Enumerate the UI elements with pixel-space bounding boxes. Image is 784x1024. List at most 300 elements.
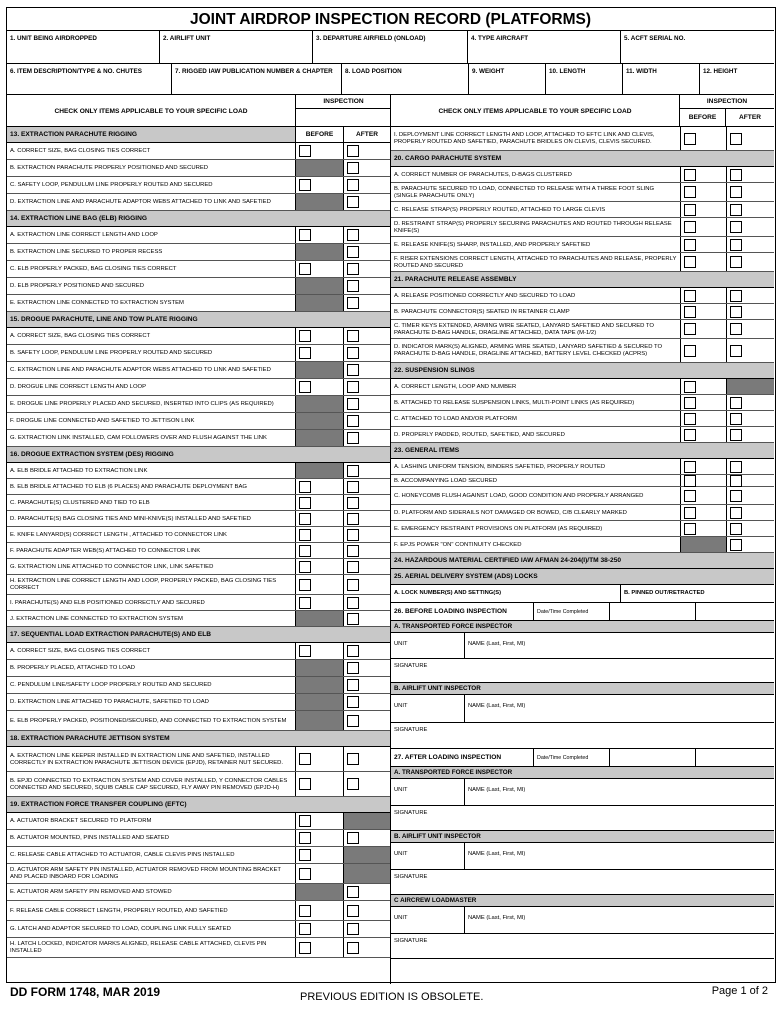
before-box[interactable] — [295, 543, 343, 558]
after-box[interactable] — [726, 427, 774, 442]
before-box[interactable] — [680, 167, 726, 182]
before-box[interactable] — [680, 253, 726, 271]
after-checkbox[interactable] — [730, 490, 742, 502]
before-label: BEFORE — [680, 109, 726, 127]
before-checkbox[interactable] — [299, 545, 311, 557]
after-box[interactable] — [343, 921, 390, 937]
after-checkbox[interactable] — [347, 381, 359, 393]
after-checkbox[interactable] — [347, 561, 359, 573]
checklist-item — [7, 901, 390, 921]
before-checkbox[interactable] — [684, 397, 696, 409]
before-box[interactable] — [295, 227, 343, 243]
before-box[interactable] — [680, 505, 726, 520]
item-text-content: E. RELEASE KNIFE(S) SHARP, INSTALLED, AND PROPERLY SAFETIED — [394, 241, 591, 248]
section-header: 14. EXTRACTION LINE BAG (ELB) RIGGING — [7, 211, 390, 227]
after-checkbox[interactable] — [347, 613, 359, 625]
after-checkbox[interactable] — [347, 529, 359, 541]
before-checkbox[interactable] — [684, 507, 696, 519]
after-checkbox[interactable] — [730, 169, 742, 181]
after-checkbox[interactable] — [347, 347, 359, 359]
divider — [464, 779, 465, 805]
before-box[interactable] — [295, 643, 343, 659]
section-label: 13. EXTRACTION PARACHUTE RIGGING — [10, 131, 138, 138]
after-box[interactable] — [343, 396, 390, 412]
before-box[interactable] — [295, 495, 343, 510]
after-box[interactable] — [343, 677, 390, 693]
before-box[interactable] — [295, 261, 343, 277]
signature-field[interactable]: SIGNATURE — [394, 663, 428, 669]
before-checkbox[interactable] — [684, 290, 696, 302]
before-checkbox[interactable] — [299, 778, 311, 790]
before-box[interactable] — [295, 345, 343, 361]
after-checkbox[interactable] — [347, 481, 359, 493]
after-checkbox[interactable] — [347, 715, 359, 727]
before-checkbox[interactable] — [684, 186, 696, 198]
header-field-10[interactable]: 10. LENGTH — [546, 64, 623, 94]
header-field-4[interactable]: 4. TYPE AIRCRAFT — [468, 31, 621, 63]
after-box[interactable] — [726, 167, 774, 182]
unit-field[interactable]: UNIT — [394, 915, 408, 921]
ads-pinned-field[interactable]: B. PINNED OUT/RETRACTED — [624, 590, 705, 596]
before-checkbox[interactable] — [299, 868, 311, 880]
after-box[interactable] — [343, 660, 390, 676]
after-box[interactable] — [726, 339, 774, 362]
left-column — [7, 95, 391, 984]
before-checkbox[interactable] — [299, 597, 311, 609]
before-box[interactable] — [680, 320, 726, 338]
after-checkbox[interactable] — [730, 429, 742, 441]
checklist-item — [391, 379, 774, 395]
before-box[interactable] — [680, 237, 726, 252]
checklist-item — [7, 559, 390, 575]
before-checkbox[interactable] — [684, 429, 696, 441]
before-box[interactable] — [295, 864, 343, 883]
item-text — [391, 167, 680, 182]
after-box[interactable] — [343, 527, 390, 542]
item-text-content: B. EXTRACTION PARACHUTE PROPERLY POSITIONED AND SECURED — [10, 165, 209, 172]
before-checkbox[interactable] — [684, 345, 696, 357]
after-box[interactable] — [343, 611, 390, 626]
item-text — [7, 611, 295, 626]
after-box[interactable] — [343, 328, 390, 344]
after-box[interactable] — [343, 479, 390, 494]
before-box[interactable] — [295, 747, 343, 771]
after-box[interactable] — [726, 202, 774, 217]
after-box[interactable] — [343, 938, 390, 957]
after-checkbox[interactable] — [730, 413, 742, 425]
after-checkbox[interactable] — [730, 345, 742, 357]
item-text — [7, 660, 295, 676]
before-checkbox[interactable] — [684, 239, 696, 251]
after-box[interactable] — [343, 295, 390, 311]
after-box[interactable] — [343, 244, 390, 260]
after-checkbox[interactable] — [347, 513, 359, 525]
left-rows — [7, 127, 390, 958]
after-checkbox[interactable] — [730, 204, 742, 216]
after-checkbox[interactable] — [347, 415, 359, 427]
after-checkbox[interactable] — [347, 886, 359, 898]
date-time-field-2[interactable] — [696, 749, 774, 766]
after-box[interactable] — [726, 218, 774, 236]
before-checkbox[interactable] — [684, 413, 696, 425]
before-box[interactable] — [295, 921, 343, 937]
name-field[interactable]: NAME (Last, First, MI) — [468, 915, 526, 921]
after-checkbox[interactable] — [730, 523, 742, 535]
checklist-item — [7, 643, 390, 660]
before-checkbox[interactable] — [684, 204, 696, 216]
after-box[interactable] — [726, 237, 774, 252]
after-checkbox[interactable] — [347, 579, 359, 591]
after-checkbox[interactable] — [347, 753, 359, 765]
after-checkbox[interactable] — [347, 162, 359, 174]
after-box[interactable] — [343, 177, 390, 193]
header-field-6[interactable]: 6. ITEM DESCRIPTION/TYPE & NO. CHUTES — [7, 64, 172, 94]
after-box[interactable] — [343, 711, 390, 730]
before-box[interactable] — [680, 411, 726, 426]
after-checkbox[interactable] — [347, 398, 359, 410]
divider — [391, 933, 774, 934]
check-applicable-label: CHECK ONLY ITEMS APPLICABLE TO YOUR SPECIFIC LOAD — [7, 95, 296, 127]
after-checkbox[interactable] — [730, 221, 742, 233]
before-checkbox[interactable] — [299, 381, 311, 393]
after-box[interactable] — [726, 487, 774, 504]
before-checkbox[interactable] — [299, 753, 311, 765]
before-box[interactable] — [295, 177, 343, 193]
before-box[interactable] — [680, 475, 726, 486]
before-checkbox[interactable] — [299, 529, 311, 541]
after-checkbox[interactable] — [347, 597, 359, 609]
after-checkbox[interactable] — [730, 306, 742, 318]
before-checkbox[interactable] — [684, 256, 696, 268]
after-checkbox[interactable] — [347, 364, 359, 376]
before-checkbox[interactable] — [684, 461, 696, 473]
loading-inspection-row — [391, 749, 774, 767]
after-box[interactable] — [726, 304, 774, 319]
after-box[interactable] — [343, 495, 390, 510]
before-checkbox[interactable] — [299, 832, 311, 844]
date-time-label: Date/Time Completed — [534, 603, 610, 620]
before-checkbox[interactable] — [299, 561, 311, 573]
before-box — [295, 244, 343, 260]
after-box[interactable] — [726, 395, 774, 410]
after-checkbox[interactable] — [730, 461, 742, 473]
after-box[interactable] — [343, 643, 390, 659]
before-checkbox[interactable] — [684, 381, 696, 393]
before-box — [295, 694, 343, 710]
before-box[interactable] — [295, 379, 343, 395]
name-field[interactable]: NAME (Last, First, MI) — [468, 641, 526, 647]
checklist-item — [7, 864, 390, 884]
date-time-label: Date/Time Completed — [534, 749, 610, 766]
after-box[interactable] — [343, 575, 390, 594]
before-box[interactable] — [295, 595, 343, 610]
before-box[interactable] — [295, 143, 343, 159]
before-box[interactable] — [295, 511, 343, 526]
header-field-11[interactable]: 11. WIDTH — [623, 64, 700, 94]
before-box[interactable] — [680, 339, 726, 362]
after-box[interactable] — [343, 511, 390, 526]
after-checkbox[interactable] — [347, 432, 359, 444]
item-text-content: E. EMERGENCY RESTRAINT PROVISIONS ON PLATFORM (AS REQUIRED) — [394, 525, 603, 532]
after-box[interactable] — [343, 559, 390, 574]
after-box[interactable] — [343, 543, 390, 558]
after-box[interactable] — [343, 261, 390, 277]
after-checkbox[interactable] — [347, 497, 359, 509]
after-box[interactable] — [343, 362, 390, 378]
item-text-content: C. RELEASE CABLE ATTACHED TO ACTUATOR, CABLE CLEVIS PINS INSTALLED — [10, 852, 235, 859]
after-box[interactable] — [726, 459, 774, 474]
checklist-item — [7, 921, 390, 938]
before-box[interactable] — [295, 901, 343, 920]
item-text-content: G. EXTRACTION LINK INSTALLED, CAM FOLLOWERS OVER AND FLUSH AGAINST THE LINK — [10, 435, 267, 442]
after-box[interactable] — [343, 278, 390, 294]
before-box[interactable] — [295, 575, 343, 594]
item-text — [7, 694, 295, 710]
ads-lock-number-field[interactable]: A. LOCK NUMBER(S) AND SETTING(S) — [391, 585, 621, 602]
item-text — [7, 559, 295, 574]
after-checkbox[interactable] — [730, 507, 742, 519]
after-checkbox[interactable] — [730, 323, 742, 335]
after-box[interactable] — [726, 521, 774, 536]
before-checkbox[interactable] — [684, 323, 696, 335]
item-text — [391, 339, 680, 362]
after-checkbox[interactable] — [347, 905, 359, 917]
after-checkbox[interactable] — [730, 397, 742, 409]
after-box[interactable] — [343, 747, 390, 771]
before-box[interactable] — [295, 559, 343, 574]
unit-field[interactable]: UNIT — [394, 641, 408, 647]
header-field-9[interactable]: 9. WEIGHT — [469, 64, 546, 94]
after-checkbox[interactable] — [347, 696, 359, 708]
unit-field[interactable]: UNIT — [394, 703, 408, 709]
after-box[interactable] — [343, 830, 390, 846]
item-text-content: B. PARACHUTE CONNECTOR(S) SEATED IN RETAINER CLAMP — [394, 308, 570, 315]
date-time-field-2[interactable] — [696, 603, 774, 620]
after-box[interactable] — [343, 379, 390, 395]
before-checkbox[interactable] — [299, 942, 311, 954]
after-box[interactable] — [343, 160, 390, 176]
checklist-item — [7, 278, 390, 295]
after-box[interactable] — [726, 253, 774, 271]
after-box[interactable] — [343, 595, 390, 610]
before-box[interactable] — [295, 527, 343, 542]
header-field-3[interactable]: 3. DEPARTURE AIRFIELD (ONLOAD) — [313, 31, 468, 63]
before-checkbox[interactable] — [299, 481, 311, 493]
signature-field[interactable]: SIGNATURE — [394, 938, 428, 944]
before-box — [680, 537, 726, 552]
after-box[interactable] — [726, 288, 774, 303]
after-checkbox[interactable] — [347, 145, 359, 157]
before-checkbox[interactable] — [299, 923, 311, 935]
after-checkbox[interactable] — [347, 229, 359, 241]
checklist-item — [391, 237, 774, 253]
after-checkbox[interactable] — [730, 133, 742, 145]
name-field[interactable]: NAME (Last, First, MI) — [468, 703, 526, 709]
checklist-item — [7, 847, 390, 864]
item-text-content: D. PROPERLY PADDED, ROUTED, SAFETIED, AND SECURED — [394, 431, 565, 438]
before-checkbox[interactable] — [299, 145, 311, 157]
after-box[interactable] — [343, 413, 390, 429]
after-checkbox[interactable] — [347, 923, 359, 935]
item-text — [7, 160, 295, 176]
after-box[interactable] — [726, 183, 774, 201]
before-box[interactable] — [680, 304, 726, 319]
before-checkbox[interactable] — [299, 815, 311, 827]
after-box[interactable] — [726, 505, 774, 520]
before-box[interactable] — [680, 427, 726, 442]
after-checkbox[interactable] — [347, 196, 359, 208]
before-checkbox[interactable] — [684, 523, 696, 535]
after-checkbox[interactable] — [347, 330, 359, 342]
after-checkbox[interactable] — [347, 179, 359, 191]
checklist-item — [7, 772, 390, 797]
header-field-7[interactable]: 7. RIGGED IAW PUBLICATION NUMBER & CHAPTER — [172, 64, 342, 94]
before-box[interactable] — [295, 772, 343, 796]
item-text — [7, 864, 295, 883]
before-box[interactable] — [680, 379, 726, 394]
after-checkbox[interactable] — [347, 645, 359, 657]
item-text-content: D. EXTRACTION LINE ATTACHED TO PARACHUTE, SAFETIED TO LOAD — [10, 699, 209, 706]
before-box[interactable] — [295, 830, 343, 846]
date-time-field[interactable] — [610, 603, 696, 620]
before-box[interactable] — [680, 395, 726, 410]
before-checkbox[interactable] — [299, 263, 311, 275]
before-after-labels — [295, 127, 390, 142]
inspector-header: A. TRANSPORTED FORCE INSPECTOR — [391, 767, 774, 779]
header-field-5[interactable]: 5. ACFT SERIAL NO. — [624, 35, 686, 42]
checklist-item — [7, 463, 390, 479]
before-checkbox[interactable] — [299, 497, 311, 509]
item-text — [7, 511, 295, 526]
before-checkbox[interactable] — [299, 905, 311, 917]
before-checkbox[interactable] — [299, 347, 311, 359]
after-checkbox[interactable] — [347, 778, 359, 790]
after-checkbox[interactable] — [347, 297, 359, 309]
after-checkbox[interactable] — [730, 539, 742, 551]
after-box[interactable] — [343, 430, 390, 446]
after-checkbox[interactable] — [347, 263, 359, 275]
header-field-2[interactable]: 2. AIRLIFT UNIT — [160, 31, 313, 63]
before-checkbox[interactable] — [684, 169, 696, 181]
after-checkbox[interactable] — [347, 280, 359, 292]
after-checkbox[interactable] — [347, 545, 359, 557]
signature-field[interactable]: SIGNATURE — [394, 727, 428, 733]
signature-field[interactable]: SIGNATURE — [394, 810, 428, 816]
after-box[interactable] — [726, 411, 774, 426]
page-number: Page 1 of 2 — [711, 985, 768, 997]
checklist-item — [7, 345, 390, 362]
date-time-field[interactable] — [610, 749, 696, 766]
unit-field[interactable]: UNIT — [394, 851, 408, 857]
item-text-content: B. ATTACHED TO RELEASE SUSPENSION LINKS, MULTI-POINT LINKS (AS REQUIRED) — [394, 399, 635, 406]
after-checkbox[interactable] — [730, 475, 742, 487]
item-text — [7, 595, 295, 610]
before-checkbox[interactable] — [299, 645, 311, 657]
after-box[interactable] — [343, 901, 390, 920]
after-checkbox[interactable] — [347, 942, 359, 954]
before-checkbox[interactable] — [684, 221, 696, 233]
before-checkbox[interactable] — [299, 513, 311, 525]
after-box[interactable] — [343, 463, 390, 478]
after-box[interactable] — [343, 694, 390, 710]
after-box[interactable] — [343, 194, 390, 210]
item-text-content: D. PARACHUTE(S) BAG CLOSING TIES AND MINI-KNIVE(S) INSTALLED AND SAFETIED — [10, 515, 251, 522]
before-checkbox[interactable] — [299, 579, 311, 591]
inspector-fields — [391, 695, 774, 749]
after-box[interactable] — [726, 320, 774, 338]
loading-inspection-row — [391, 603, 774, 621]
before-box[interactable] — [680, 459, 726, 474]
before-box[interactable] — [680, 521, 726, 536]
after-checkbox[interactable] — [730, 186, 742, 198]
before-checkbox[interactable] — [299, 849, 311, 861]
header-field-1[interactable]: 1. UNIT BEING AIRDROPPED — [7, 31, 160, 63]
name-field[interactable]: NAME (Last, First, MI) — [468, 787, 526, 793]
unit-field[interactable]: UNIT — [394, 787, 408, 793]
after-box[interactable] — [726, 537, 774, 552]
after-box[interactable] — [726, 475, 774, 486]
before-box[interactable] — [680, 127, 726, 150]
after-box[interactable] — [343, 884, 390, 900]
header-field-12[interactable]: 12. HEIGHT — [703, 68, 738, 75]
before-box[interactable] — [295, 847, 343, 863]
after-box[interactable] — [343, 143, 390, 159]
after-checkbox[interactable] — [347, 832, 359, 844]
after-box[interactable] — [726, 127, 774, 150]
after-checkbox[interactable] — [730, 290, 742, 302]
checklist-item — [391, 427, 774, 443]
before-box[interactable] — [680, 183, 726, 201]
before-checkbox[interactable] — [684, 475, 696, 487]
name-field[interactable]: NAME (Last, First, MI) — [468, 851, 526, 857]
before-checkbox[interactable] — [684, 306, 696, 318]
divider — [391, 722, 774, 723]
item-text-content: D. DROGUE LINE CORRECT LENGTH AND LOOP — [10, 384, 147, 391]
before-box[interactable] — [680, 288, 726, 303]
before-box[interactable] — [295, 479, 343, 494]
after-box[interactable] — [343, 772, 390, 796]
inspection-form — [6, 7, 776, 983]
checklist-item — [391, 304, 774, 320]
after-checkbox[interactable] — [347, 662, 359, 674]
after-box[interactable] — [343, 227, 390, 243]
inspector-fields — [391, 907, 774, 959]
after-checkbox[interactable] — [347, 679, 359, 691]
item-text — [391, 127, 680, 150]
after-checkbox[interactable] — [347, 246, 359, 258]
before-checkbox[interactable] — [684, 490, 696, 502]
item-text — [7, 143, 295, 159]
before-box[interactable] — [295, 813, 343, 829]
before-checkbox[interactable] — [684, 133, 696, 145]
before-checkbox[interactable] — [299, 229, 311, 241]
before-box[interactable] — [680, 202, 726, 217]
before-box[interactable] — [680, 218, 726, 236]
before-checkbox[interactable] — [299, 179, 311, 191]
before-box[interactable] — [295, 938, 343, 957]
before-checkbox[interactable] — [299, 330, 311, 342]
after-checkbox[interactable] — [730, 256, 742, 268]
after-checkbox[interactable] — [347, 465, 359, 477]
header-field-8[interactable]: 8. LOAD POSITION — [342, 64, 469, 94]
after-checkbox[interactable] — [730, 239, 742, 251]
before-box — [295, 660, 343, 676]
signature-field[interactable]: SIGNATURE — [394, 874, 428, 880]
after-box[interactable] — [343, 345, 390, 361]
checklist-item — [391, 475, 774, 487]
before-box[interactable] — [680, 487, 726, 504]
before-box[interactable] — [295, 328, 343, 344]
